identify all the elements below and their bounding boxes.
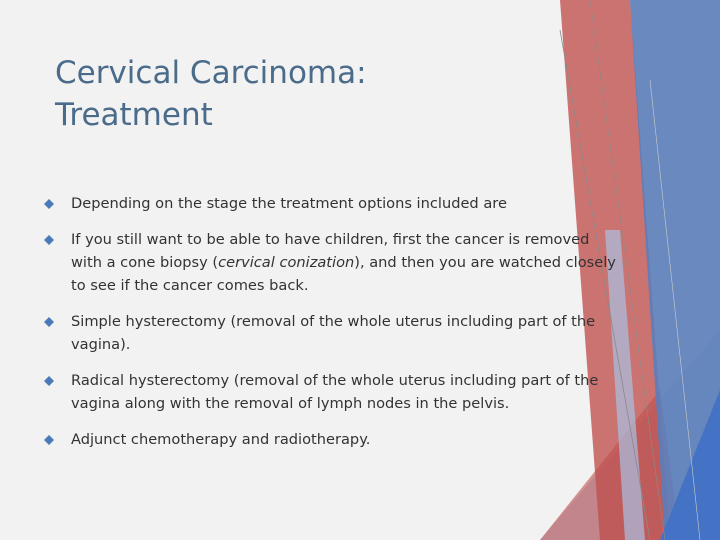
bullet-text [71,231,616,294]
bullet-text-part: ), and then you are watched closely to see if the cancer comes back. [71,254,616,294]
diamond-icon [44,317,54,327]
bullet-text-emphasis: cervical conization [218,254,355,271]
bullet-item [44,310,624,356]
title-line-2: Treatment [55,97,213,133]
bullet-item [44,228,624,297]
bullet-text: Radical hysterectomy (removal of the whole uterus including part of the vagina along with the removal of lymph nodes in the pelvis. [71,372,599,412]
bullet-list [44,192,624,464]
bullet-text-part: If you still want to be able to have children, first the cancer is removed with a cone biopsy ( [71,231,590,271]
bullet-item [44,369,624,415]
bullet-text: Simple hysterectomy (removal of the whole uterus including part of the vagina). [71,313,596,353]
bullet-text: Depending on the stage the treatment options included are [71,195,507,212]
diamond-icon [44,376,54,386]
title-line-1: Cervical Carcinoma: [55,55,367,91]
bullet-text: Adjunct chemotherapy and radiotherapy. [71,431,371,448]
diamond-icon [44,435,54,445]
bullet-item [44,428,624,451]
diamond-icon [44,235,54,245]
diamond-icon [44,199,54,209]
slide-title [55,52,515,136]
bullet-item [44,192,624,215]
